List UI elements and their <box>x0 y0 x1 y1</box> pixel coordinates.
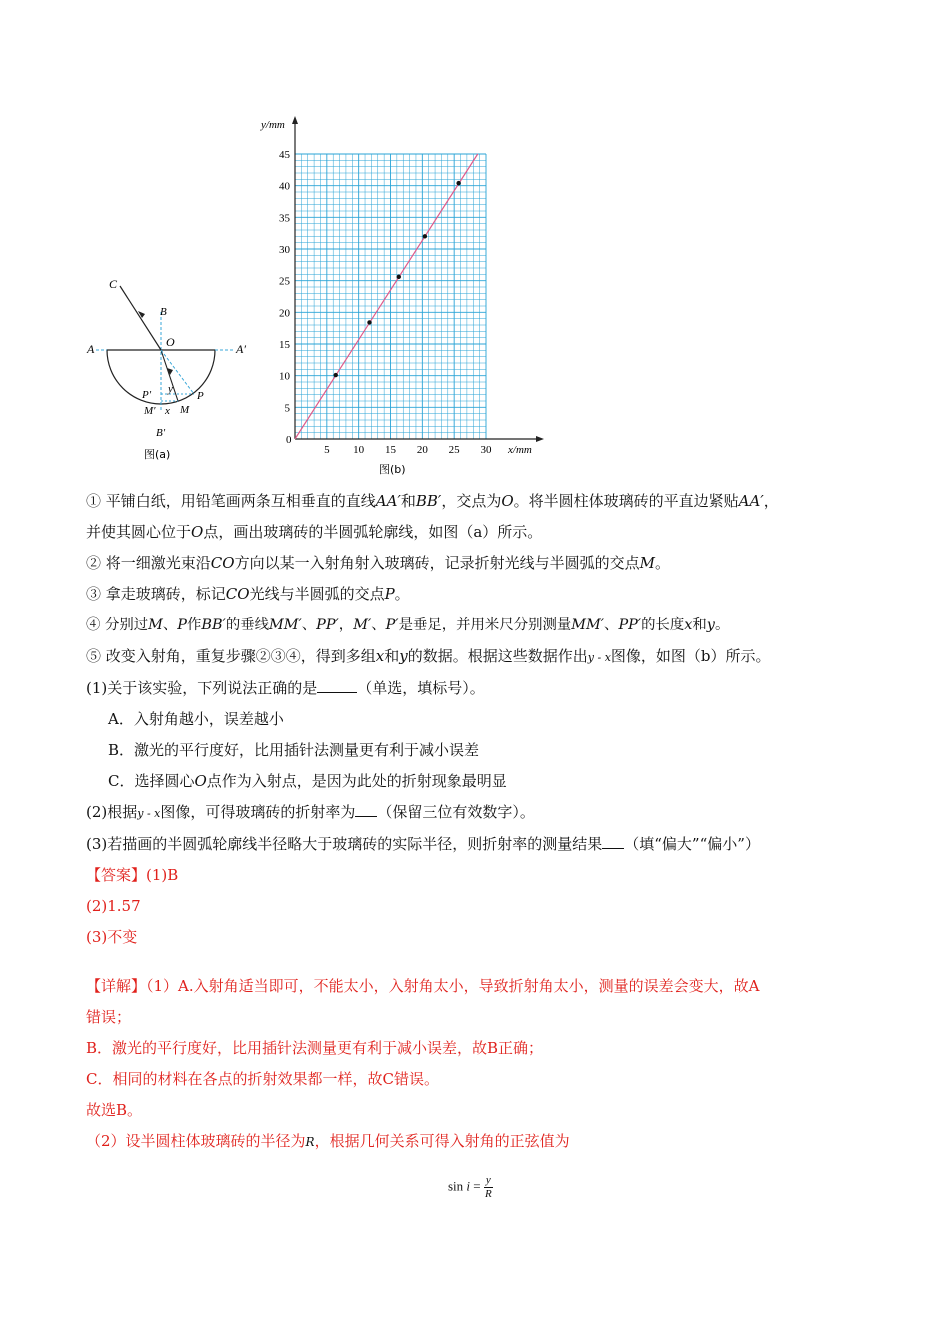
label-A-prime: A′ <box>236 342 246 356</box>
data-point <box>397 275 401 279</box>
label-A: A <box>87 342 95 356</box>
y-axis-arrow-icon <box>292 116 298 124</box>
question-1: (1)关于该实验，下列说法正确的是 （单选，填标号）。 <box>86 679 485 697</box>
arrow-head-icon <box>138 311 145 318</box>
answer-1: 【答案】(1)B <box>86 866 179 884</box>
x-tick-label: 25 <box>448 444 460 456</box>
chart-xlabel: x/mm <box>508 444 532 456</box>
option-a: A．入射角越小，误差越小 <box>108 710 284 728</box>
figure-a-caption: 图(a) <box>144 448 171 461</box>
y-tick-label: 25 <box>279 275 290 288</box>
step-1-line-1: ① 平铺白纸，用铅笔画两条互相垂直的直线AA′和BB′，交点为O。将半圆柱体玻璃砖的平直边紧贴AA′， <box>86 492 779 510</box>
x-tick-label: 15 <box>385 444 396 456</box>
data-point <box>456 181 460 185</box>
document-body <box>86 486 876 1158</box>
answer-blank-2[interactable] <box>355 816 377 817</box>
question-2: (2)根据y - x图像，可得玻璃砖的折射率为 （保留三位有效数字）。 <box>86 803 535 821</box>
x-tick-label: 30 <box>480 444 492 456</box>
extension-OP <box>161 350 194 394</box>
y-tick-label: 40 <box>279 180 290 193</box>
step-5: ⑤ 改变入射角，重复步骤②③④，得到多组x和y的数据。根据这些数据作出y - x图像，如图（b）所示。 <box>86 647 771 665</box>
chart-ylabel: y/mm <box>261 119 285 131</box>
label-x: x <box>165 405 170 417</box>
label-P-prime: P′ <box>142 389 152 401</box>
detail-4: 故选B。 <box>86 1101 143 1119</box>
fit-line <box>295 154 478 439</box>
detail-3: C．相同的材料在各点的折射效果都一样，故C错误。 <box>86 1070 439 1088</box>
y-tick-label: 10 <box>279 370 290 383</box>
formula-sin-i: sin i = $\frac{y}{R}$ <box>448 1174 492 1200</box>
data-point <box>423 234 427 238</box>
y-tick-label: 35 <box>279 212 290 225</box>
step-2: ② 将一细激光束沿CO方向以某一入射角射入玻璃砖，记录折射光线与半圆弧的交点M。 <box>86 554 670 572</box>
chart-ticks <box>279 149 492 456</box>
x-tick-label: 20 <box>416 444 428 456</box>
chart-fit-line-group <box>295 154 478 439</box>
answer-3: (3)不变 <box>86 928 138 946</box>
label-P: P <box>197 390 204 402</box>
incident-ray <box>120 286 161 350</box>
label-M-prime: M′ <box>144 405 156 417</box>
y-tick-label: 20 <box>279 307 290 320</box>
y-tick-label: 5 <box>284 402 290 415</box>
data-point <box>367 320 371 324</box>
step-3: ③ 拿走玻璃砖，标记CO光线与半圆弧的交点P。 <box>86 585 410 603</box>
option-b: B．激光的平行度好，比用插针法测量更有利于减小误差 <box>108 741 480 759</box>
y-tick-label: 45 <box>279 149 290 161</box>
x-tick-label: 5 <box>324 444 330 456</box>
y-tick-label: 30 <box>279 244 290 256</box>
label-O: O <box>166 335 175 349</box>
answer-blank-3[interactable] <box>602 848 624 849</box>
detail-1: 【详解】（1）A.入射角适当即可，不能太小，入射角太小，导致折射角太小，测量的误差会变大，故A <box>86 977 760 995</box>
chart-origin-label: 0 <box>286 434 292 446</box>
x-tick-label: 10 <box>353 444 365 456</box>
label-B: B <box>160 306 167 318</box>
figure-a-diagram <box>82 272 262 472</box>
label-M: M <box>180 404 190 416</box>
chart-grid <box>295 154 486 439</box>
option-c: C．选择圆心O点作为入射点，是因为此处的折射现象最明显 <box>108 772 507 790</box>
answer-2: (2)1.57 <box>86 897 141 915</box>
detail-1b: 错误； <box>86 1008 132 1026</box>
step-1-line-2: 并使其圆心位于O点，画出玻璃砖的半圆弧轮廓线，如图（a）所示。 <box>86 523 543 541</box>
x-axis-arrow-icon <box>536 436 544 442</box>
label-B-prime: B′ <box>156 427 166 439</box>
chart-axes <box>292 116 544 442</box>
label-C: C <box>109 277 118 291</box>
data-point <box>334 373 338 377</box>
detail-5: （2）设半圆柱体玻璃砖的半径为R，根据几何关系可得入射角的正弦值为 <box>86 1132 570 1150</box>
label-y: y <box>168 383 173 395</box>
figure-b-chart <box>252 114 552 480</box>
chart-caption: 图(b) <box>379 463 406 476</box>
question-3: (3)若描画的半圆弧轮廓线半径略大于玻璃砖的实际半径，则折射率的测量结果 （填“偏大”“偏小”） <box>86 835 760 853</box>
answer-blank-1[interactable] <box>317 692 357 693</box>
detail-2: B．激光的平行度好，比用插针法测量更有利于减小误差，故B正确； <box>86 1039 544 1057</box>
y-tick-label: 15 <box>279 339 290 351</box>
step-4: ④ 分别过M、P作BB′的垂线MM′、PP′，M′、P′是垂足，并用米尺分别测量MM′、PP′的长度x和y。 <box>86 617 730 633</box>
